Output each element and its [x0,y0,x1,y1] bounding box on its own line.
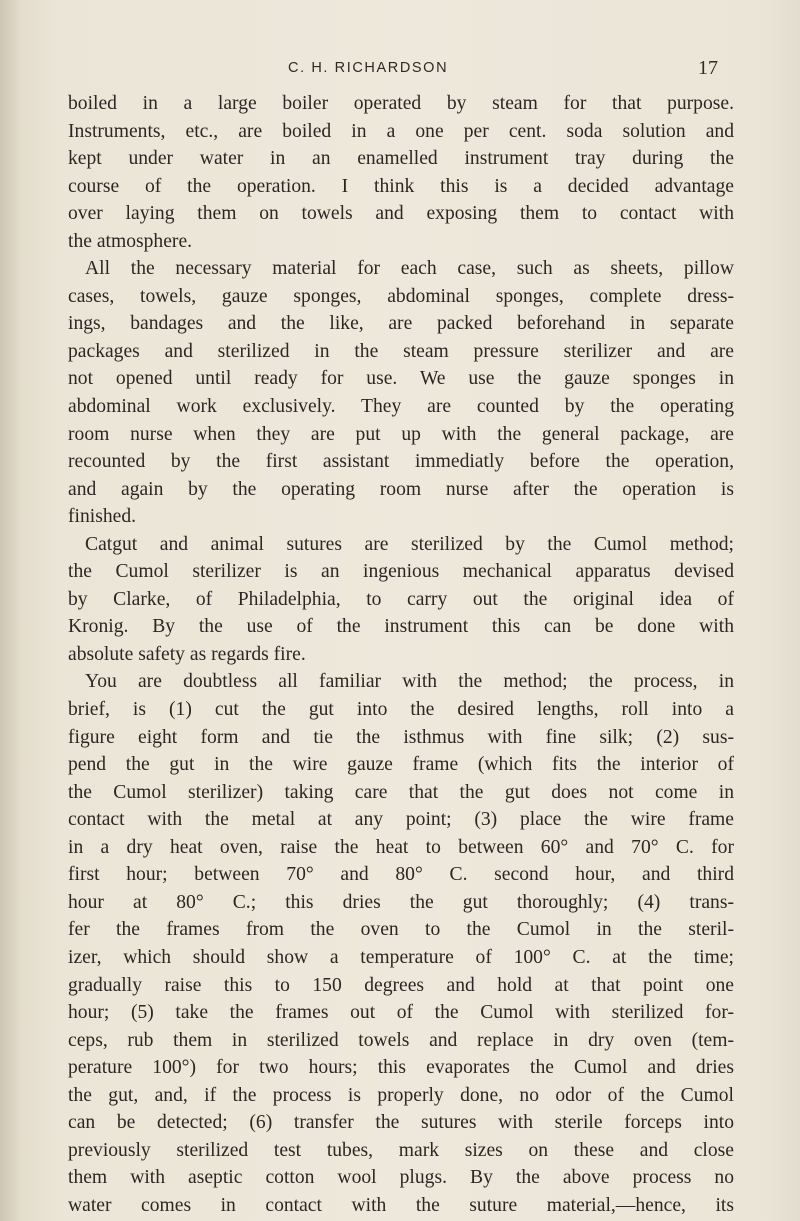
text-line: Catgut and animal sutures are sterilized by the Cumol method; [85,533,734,555]
text-line: ings, bandages and the like, are packed beforehand in separate [68,313,734,335]
text-line: abdominal work exclusively. They are counted by the operating [68,396,734,418]
text-line: recounted by the first assistant immediatly before the operation, [68,451,734,473]
text-line: pend the gut in the wire gauze frame (which fits the interior of [68,754,734,776]
running-head: C. H. RICHARDSON [288,60,449,76]
text-line: contact with the metal at any point; (3) place the wire frame [68,809,734,831]
text-line: You are doubtless all familiar with the method; the process, in [85,671,734,693]
text-line: room nurse when they are put up with the general package, are [68,423,734,445]
text-line: by Clarke, of Philadelphia, to carry out the original idea of [68,588,734,610]
text-line: course of the operation. I think this is a decided advantage [68,175,734,197]
text-line: All the necessary material for each case, such as sheets, pillow [85,258,734,280]
text-line: boiled in a large boiler operated by steam for that purpose. [68,93,734,114]
body-text [68,90,734,1219]
text-line: them with aseptic cotton wool plugs. By the above process no [68,1167,734,1189]
text-line: absolute safety as regards fire. [68,643,306,665]
text-line: hour at 80° C.; this dries the gut thoroughly; (4) trans- [68,891,734,913]
text-line: hour; (5) take the frames out of the Cumol with sterilized for- [68,1002,734,1024]
page-number: 17 [698,57,718,79]
text-line: cases, towels, gauze sponges, abdominal sponges, complete dress- [68,285,734,307]
text-line: the atmosphere. [68,230,193,252]
text-line: can be detected; (6) transfer the sutures with sterile forceps into [68,1112,734,1134]
text-line: the Cumol sterilizer) taking care that the gut does not come in [68,781,734,803]
text-line: in a dry heat oven, raise the heat to between 60° and 70° C. for [68,836,734,858]
text-line: kept under water in an enamelled instrument tray during the [68,148,734,170]
text-line: first hour; between 70° and 80° C. second hour, and third [68,864,734,886]
text-line: the gut, and, if the process is properly done, no odor of the Cumol [68,1084,734,1106]
text-line: water comes in contact with the suture material,—hence, its [68,1194,734,1216]
text-line: fer the frames from the oven to the Cumol in the steril- [68,919,734,941]
text-line: izer, which should show a temperature of 100° C. at the time; [68,946,734,968]
text-line: Kronig. By the use of the instrument this can be done with [68,616,734,638]
page-header [0,57,800,84]
text-line: gradually raise this to 150 degrees and hold at that point one [68,974,734,996]
text-line: ceps, rub them in sterilized towels and replace in dry oven (tem- [68,1029,734,1051]
text-line: Instruments, etc., are boiled in a one per cent. soda solution and [68,120,734,142]
text-line: figure eight form and tie the isthmus with fine silk; (2) sus- [68,726,734,748]
text-line: the Cumol sterilizer is an ingenious mechanical apparatus devised [68,561,734,583]
text-line: and again by the operating room nurse after the operation is [68,478,734,500]
text-line: perature 100°) for two hours; this evaporates the Cumol and dries [68,1057,734,1079]
text-line: previously sterilized test tubes, mark sizes on these and close [68,1139,734,1161]
text-line: brief, is (1) cut the gut into the desired lengths, roll into a [68,699,734,721]
text-line: not opened until ready for use. We use the gauze sponges in [68,368,734,390]
text-line: finished. [68,506,137,528]
text-line: packages and sterilized in the steam pressure sterilizer and are [68,340,734,362]
text-line: over laying them on towels and exposing them to contact with [68,203,734,225]
